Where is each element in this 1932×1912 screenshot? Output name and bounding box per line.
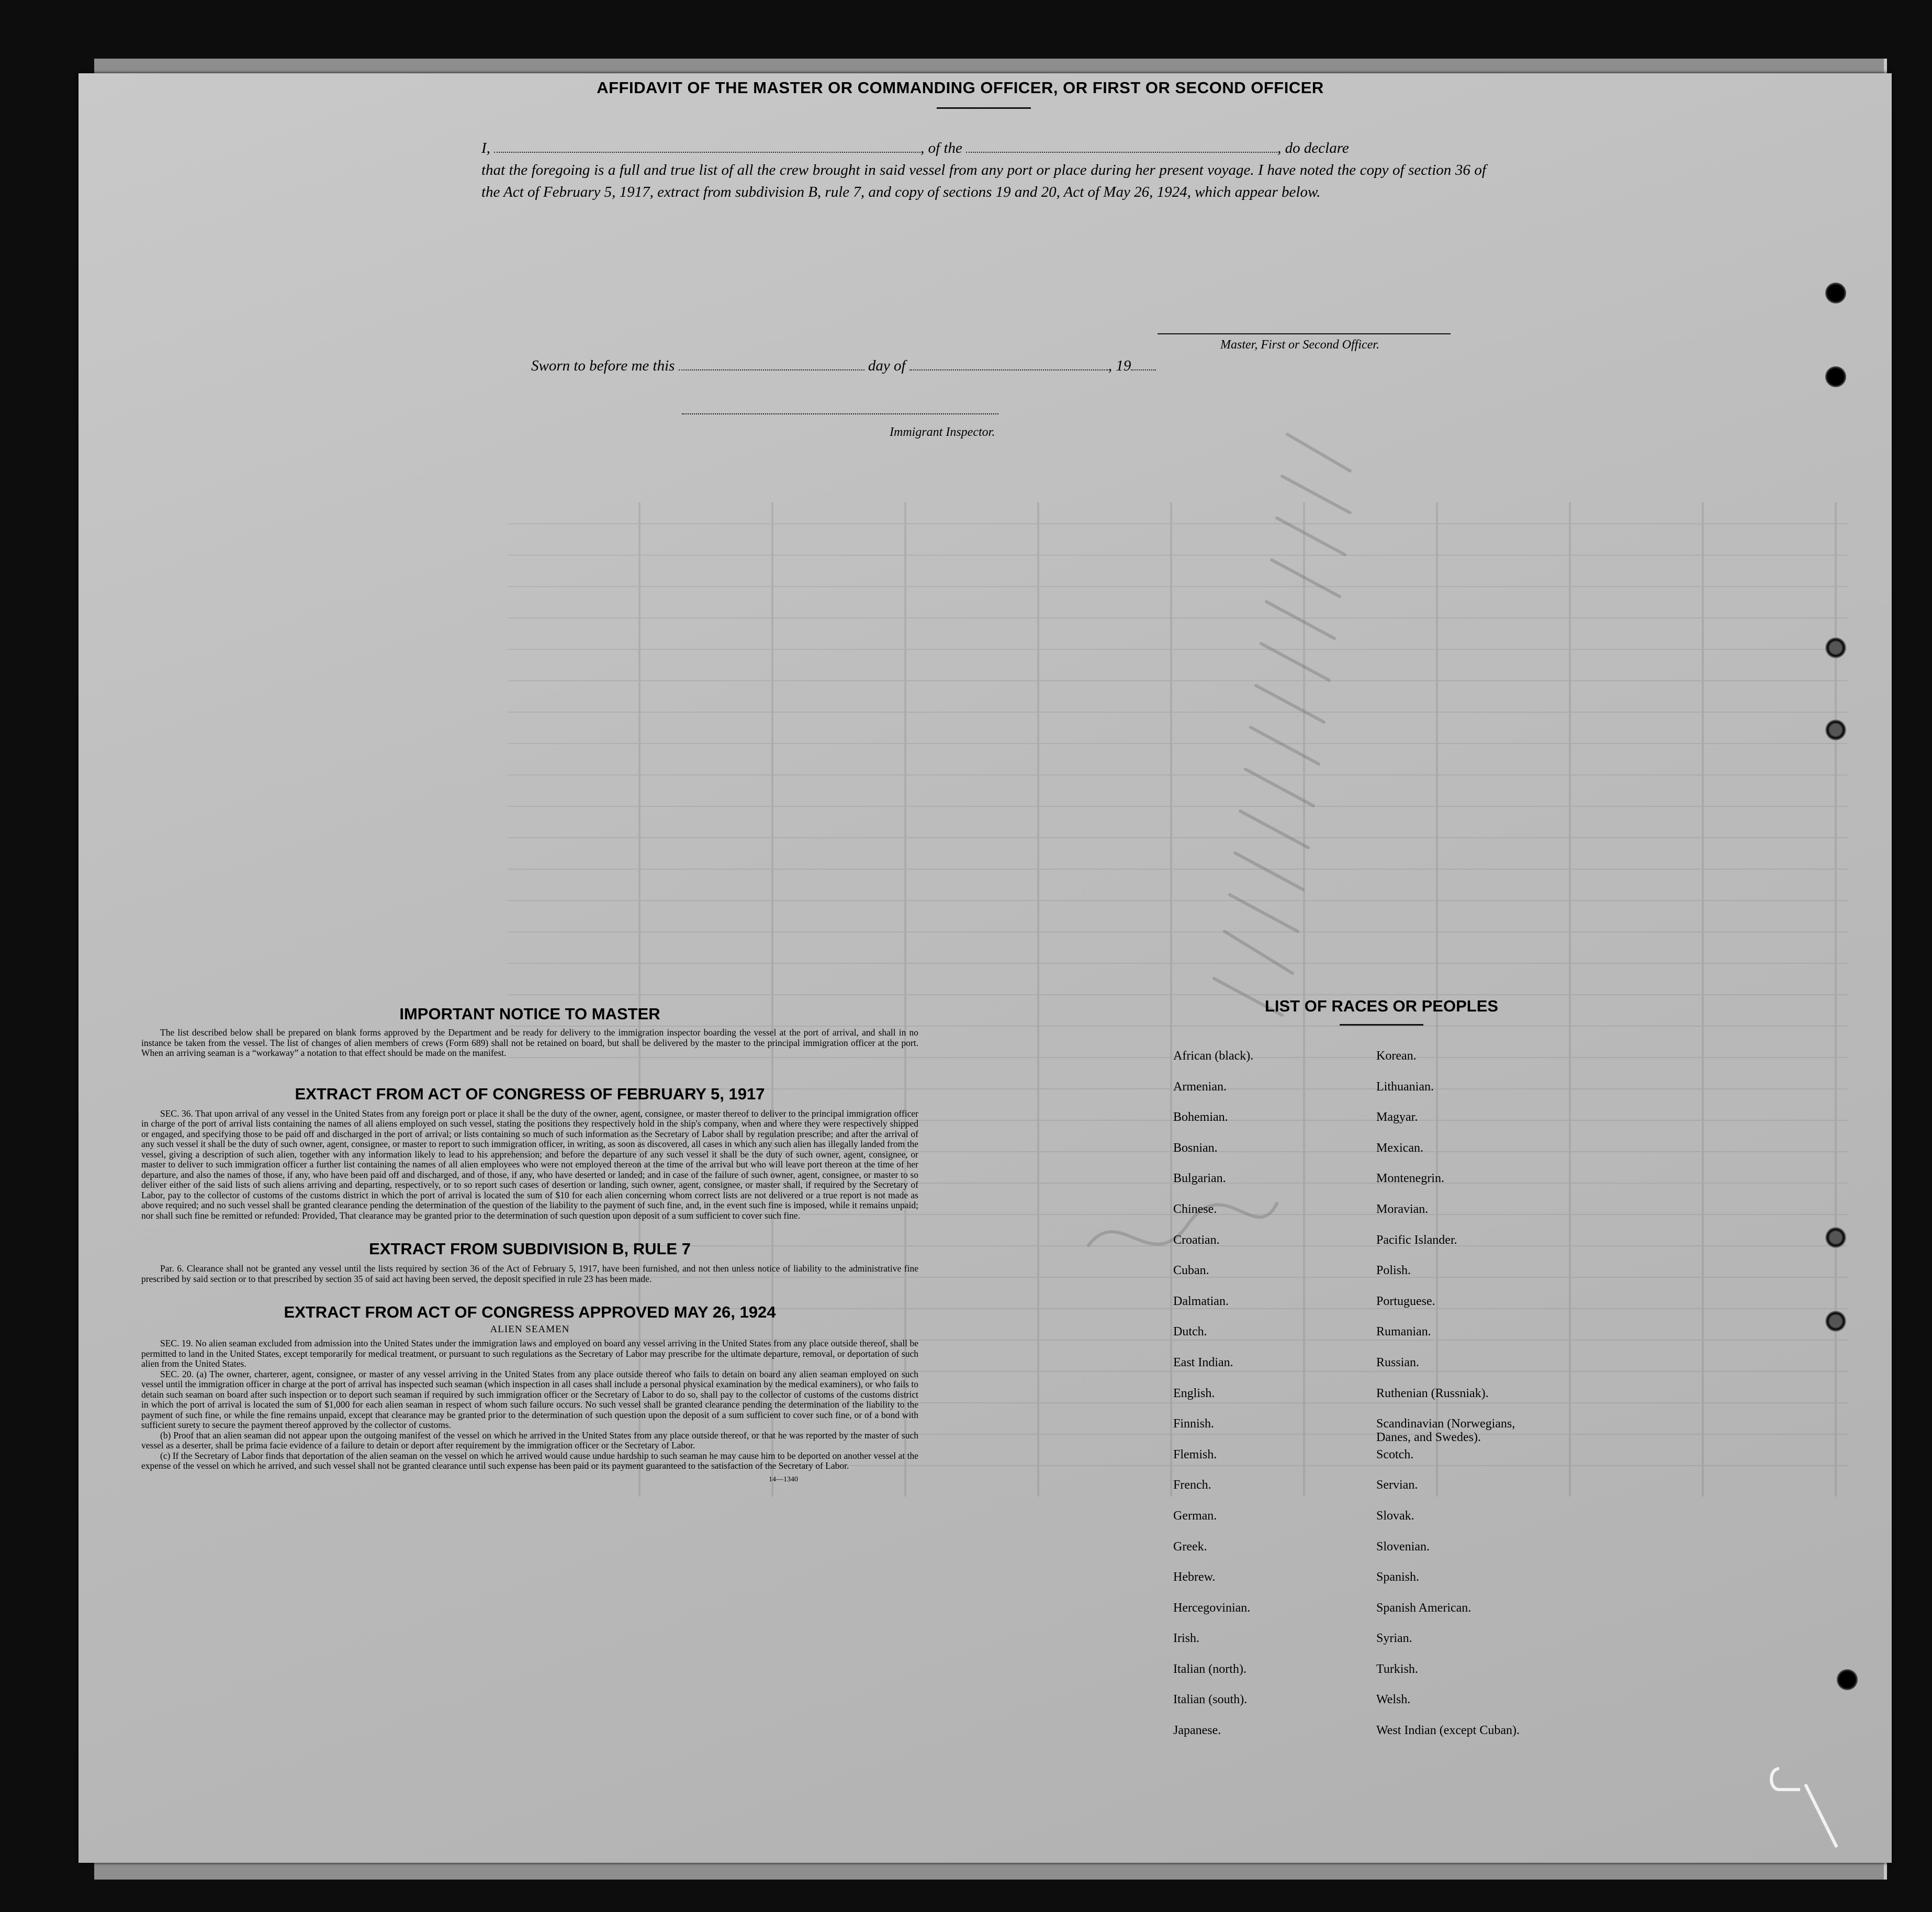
race-item: Flemish.: [1173, 1447, 1217, 1461]
race-item: Bohemian.: [1173, 1110, 1228, 1124]
race-item: Spanish American.: [1376, 1601, 1472, 1615]
race-item: Russian.: [1376, 1355, 1420, 1369]
notices-section: [141, 1005, 918, 1484]
corner-mark-icon: [1769, 1758, 1852, 1852]
race-item: Japanese.: [1173, 1724, 1221, 1738]
affidavit-body: that the foregoing is a full and true list of all the crew brought in said vessel from any port or place during her present voyage. I have noted the copy of section 36 of the Act of February 5, 1917, extract from subdivision B, rule 7, and copy of sections 19 and 20, Act of May 26, 1924, which appear below.: [481, 162, 1486, 200]
affidavit-i: I,: [481, 140, 490, 156]
binder-hole: [1825, 1227, 1846, 1248]
race-item: Armenian.: [1173, 1079, 1227, 1094]
sworn-label: Sworn to before me this: [531, 357, 675, 374]
race-item: Croatian.: [1173, 1233, 1220, 1247]
inspector-signature-line[interactable]: [682, 413, 998, 414]
extract-1917-text: SEC. 36. That upon arrival of any vessel in the United States from any foreign port or place it shall be the duty of the owner, agent, consignee, or master thereof to deliver to the principal immigration officer in charge of the port of arrival lists containing the names of all aliens employed on such vessel, stating the positions they respectively hold in the ship's company, when and where they were respectively shipped or engaged, and specifying those to be paid off and discharged in the port of arrival; or lists containing so much of such information as the Secretary of Labor shall by regulation prescribe; and after the arrival of any such vessel it shall be the duty of such owner, agent, consignee, or master to report to such immigration officer, in writing, as soon as discovered, all cases in which any such alien has illegally landed from the vessel, giving a description of such alien, together with any information likely to lead to his apprehension; and before the departure of any such vessel it shall be the duty of such owner, agent, consignee, or master to deliver to such immigration officer a further list containing the names of all alien employees who were not employed thereon at the time of the arrival but who will leave port thereon at the time of her departure, and also the names of those, if any, who have been paid off and discharged, and of those, if any, who have deserted or landed; and in case of the failure of such owner, agent, consignee, or master to so deliver either of the said lists of such aliens arriving and departing, respectively, or to so report such cases of desertion or landing, such owner, agent, consignee, or master shall, if required by the Secretary of Labor, pay to the collector of customs of the customs district in which the port of arrival is located the sum of $10 for each alien concerning whom correct lists are not delivered or a true report is not made as above required; and no such vessel shall be granted clearance pending the determination of the question of the liability to the payment of such fine, and, in the event such fine is imposed, while it remains unpaid; nor shall such fine be remitted or refunded: Provided, That clearance may be granted prior to the determination of such question upon deposit of a sum sufficient to cover such fine.: [141, 1108, 918, 1221]
binder-hole: [1825, 1311, 1846, 1332]
race-item: East Indian.: [1173, 1355, 1233, 1369]
inspector-signature-label: Immigrant Inspector.: [890, 425, 995, 439]
race-item: Lithuanian.: [1376, 1079, 1434, 1094]
form-number: 14—1340: [769, 1475, 798, 1483]
race-item: Turkish.: [1376, 1662, 1418, 1676]
rule7-heading: EXTRACT FROM SUBDIVISION B, RULE 7: [369, 1240, 691, 1258]
races-right-column: [1376, 1049, 1520, 1754]
race-item: Servian.: [1376, 1478, 1418, 1492]
affidavit-do-declare: , do declare: [1277, 140, 1349, 156]
binder-hole: [1837, 1669, 1858, 1690]
affidavit-declaration-line: [481, 137, 1486, 159]
sworn-line: [531, 357, 1156, 375]
race-item: Dutch.: [1173, 1325, 1207, 1339]
race-item: Chinese.: [1173, 1202, 1217, 1216]
races-heading: LIST OF RACES OR PEOPLES: [1264, 997, 1499, 1015]
race-item: Cuban.: [1173, 1264, 1209, 1278]
master-signature-label: Master, First or Second Officer.: [1220, 338, 1379, 352]
race-item: Hebrew.: [1173, 1570, 1216, 1584]
notice-text: The list described below shall be prepared on blank forms approved by the Department and be ready for delivery to the immigration inspector boarding the vessel at the port of arrival, and shall in no instance be taken from the vessel. The list of changes of alien members of crews (Form 689) shall not be retained on board, but shall be delivered by the master to the principal immigration officer at the port. When an arriving seaman is a “workaway” a notation to that effect should be made on the manifest.: [141, 1027, 918, 1058]
manifest-page: [78, 73, 1892, 1863]
races-left-column: [1173, 1049, 1253, 1754]
race-item: Korean.: [1376, 1049, 1417, 1063]
race-item: Mexican.: [1376, 1141, 1423, 1155]
race-item: Dalmatian.: [1173, 1294, 1229, 1308]
alien-seamen-subheading: ALIEN SEAMEN: [490, 1324, 570, 1335]
race-item: Spanish.: [1376, 1570, 1420, 1584]
race-item: Scandinavian (Norwegians, Danes, and Swedes).: [1376, 1417, 1515, 1445]
race-item: Bulgarian.: [1173, 1172, 1226, 1186]
binder-hole: [1825, 637, 1846, 658]
sec20c-text: (c) If the Secretary of Labor finds that deportation of the alien seaman on the vessel on which he arrived would cause undue hardship to such seaman he may cause him to be deported on another vessel at the expense of the vessel on which he arrived, and such vessel shall not be granted clearance until such expense has been paid or its payment guaranteed to the satisfaction of the Secretary of Labor.: [141, 1450, 918, 1471]
extract-1917-heading: EXTRACT FROM ACT OF CONGRESS OF FEBRUARY 5, 1917: [295, 1084, 765, 1103]
race-item: Bosnian.: [1173, 1141, 1218, 1155]
notice-heading: IMPORTANT NOTICE TO MASTER: [399, 1005, 660, 1023]
sec20a-text: SEC. 20. (a) The owner, charterer, agent, consignee, or master of any vessel arriving in the United States from any place outside thereof who fails to detain on board any alien seaman employed on such vessel until the immigration officer in charge at the port of arrival has inspected such seaman (which inspection in all cases shall include a personal physical examination by the medical examiners), or who fails to detain such seaman on board after such inspection or to deport such seaman if required by such immigration officer or the Secretary of Labor to do so, shall pay to the collector of customs of the customs district in which the port of arrival is located the sum of $1,000 for each alien seaman in respect of whom such failure occurs. No such vessel shall be granted clearance pending the determination of the liability to the payment of such fine, or while the fine remains unpaid, except that clearance may be granted prior to the determination of such question upon the deposit of a sum sufficient to cover such fine, or of a bond with sufficient surety to secure the payment thereof approved by the collector of customs.: [141, 1368, 918, 1430]
race-item: Pacific Islander.: [1376, 1233, 1457, 1247]
race-item: Italian (north).: [1173, 1662, 1246, 1676]
race-item: Italian (south).: [1173, 1693, 1248, 1707]
extract-1924-heading: EXTRACT FROM ACT OF CONGRESS APPROVED MAY 26, 1924: [284, 1303, 776, 1321]
race-item: Portuguese.: [1376, 1294, 1435, 1308]
divider: [937, 107, 1031, 109]
sec20b-text: (b) Proof that an alien seaman did not appear upon the outgoing manifest of the vessel on which he arrived in the United States from any place outside thereof, or that he was reported by the master of such vessel as a deserter, shall be prima facie evidence of a failure to detain or deport after requirement by the immigration officer or the Secretary of Labor.: [141, 1430, 918, 1450]
rule7-text: Par. 6. Clearance shall not be granted any vessel until the lists required by section 36 of the Act of February 5, 1917, have been furnished, and not then unless notice of liability to the administrative fine prescribed by said section or to that prescribed by section 35 of said act having been served, the deposit specified in rule 23 has been made.: [141, 1263, 918, 1284]
binder-hole: [1825, 719, 1846, 740]
race-item: French.: [1173, 1478, 1211, 1492]
race-item: Scotch.: [1376, 1447, 1414, 1461]
binder-hole: [1825, 283, 1846, 303]
sworn-month-field[interactable]: [909, 369, 1108, 370]
officer-name-field[interactable]: [494, 152, 920, 153]
divider: [1340, 1024, 1423, 1026]
race-item: African (black).: [1173, 1049, 1254, 1063]
vessel-name-field[interactable]: [966, 152, 1277, 153]
sec19-text: SEC. 19. No alien seaman excluded from admission into the United States under the immigration laws and employed on board any vessel arriving in the United States from any place outside thereof, shall be permitted to land in the United States, except temporarily for medical treatment, or pursuant to such regulations as the Secretary of Labor may prescribe for the ultimate departure, removal, or deportation of such alien from the United States.: [141, 1338, 918, 1369]
affidavit-title: AFFIDAVIT OF THE MASTER OR COMMANDING OFFICER, OR FIRST OR SECOND OFFICER: [597, 78, 1324, 97]
race-item: Finnish.: [1173, 1417, 1215, 1431]
race-item: English.: [1173, 1386, 1215, 1400]
race-item: Montenegrin.: [1376, 1172, 1444, 1186]
sworn-year-field[interactable]: [1131, 369, 1156, 370]
race-item: Polish.: [1376, 1264, 1411, 1278]
sworn-day-of: day of: [868, 357, 906, 374]
race-item: Greek.: [1173, 1539, 1207, 1554]
race-item: Slovak.: [1376, 1509, 1414, 1523]
race-item: Rumanian.: [1376, 1325, 1431, 1339]
sworn-day-field[interactable]: [679, 369, 864, 370]
race-item: Magyar.: [1376, 1110, 1418, 1124]
race-item: Slovenian.: [1376, 1539, 1430, 1554]
race-item: Moravian.: [1376, 1202, 1429, 1216]
master-signature-line[interactable]: [1158, 333, 1451, 334]
race-item: German.: [1173, 1509, 1217, 1523]
race-item: Hercegovinian.: [1173, 1601, 1251, 1615]
sworn-year-prefix: , 19: [1108, 357, 1131, 374]
affidavit-statement: [481, 137, 1486, 203]
race-item: Welsh.: [1376, 1693, 1411, 1707]
race-item: Ruthenian (Russniak).: [1376, 1386, 1489, 1400]
race-item: Syrian.: [1376, 1632, 1412, 1646]
races-section: [1172, 997, 1591, 1738]
race-item: Irish.: [1173, 1632, 1199, 1646]
affidavit-of-the: , of the: [920, 140, 962, 156]
binder-hole: [1825, 366, 1846, 387]
race-item: West Indian (except Cuban).: [1376, 1724, 1520, 1738]
